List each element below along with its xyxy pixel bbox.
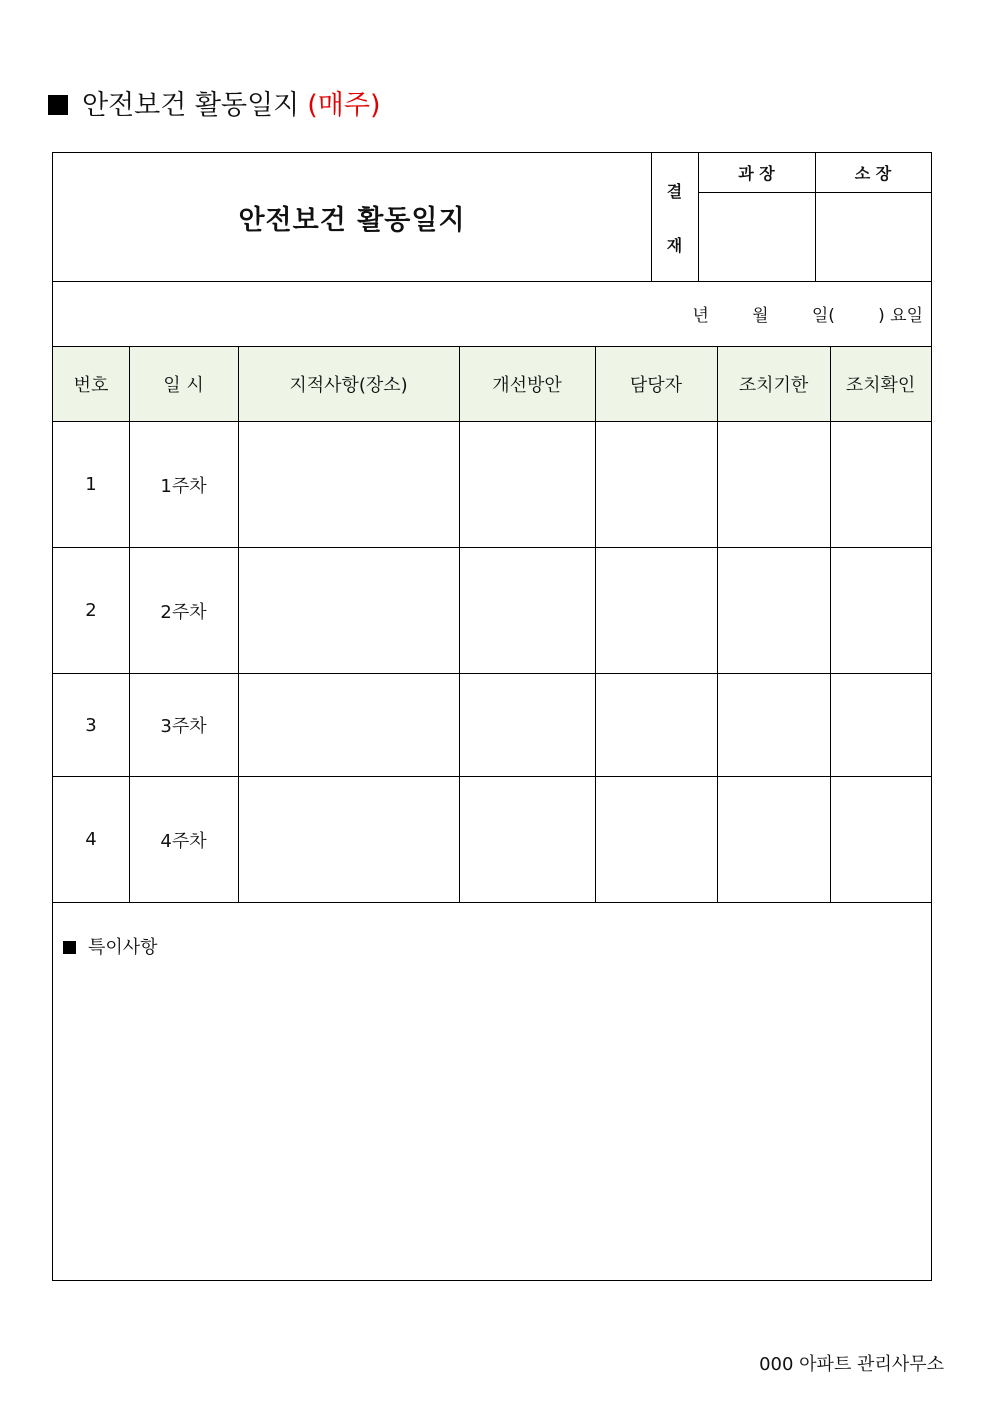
notes-area[interactable] [53, 963, 931, 1280]
approval-label-bottom: 재 [666, 235, 683, 255]
row-week: 2주차 [160, 601, 207, 623]
table-row [53, 777, 931, 902]
col-header-deadline: 조치기한 [738, 375, 809, 396]
notes-label: 특이사항 [88, 937, 158, 958]
col-header-number: 번호 [73, 375, 109, 396]
table-row [53, 422, 931, 547]
heading-text: 안전보건 활동일지 [82, 90, 300, 121]
table-row [53, 548, 931, 673]
black-square-icon [63, 941, 76, 954]
heading-accent: (매주) [307, 90, 381, 121]
row-number: 3 [85, 714, 97, 736]
col-header-confirmation: 조치확인 [845, 375, 916, 396]
row-number: 1 [85, 474, 97, 495]
form-title: 안전보건 활동일지 [238, 204, 466, 236]
col-header-assignee: 담당자 [629, 375, 683, 396]
table-row [53, 674, 931, 776]
approval-role-director: 소 장 [854, 164, 892, 183]
date-line: 년 월 일( ) 요일 [692, 306, 923, 326]
row-number: 4 [85, 829, 97, 850]
approval-label-top: 결 [666, 181, 683, 201]
col-header-datetime: 일 시 [163, 375, 204, 396]
approval-sign-manager[interactable] [699, 193, 815, 281]
page-heading [48, 88, 380, 124]
approval-sign-director[interactable] [816, 193, 931, 281]
row-number: 2 [85, 600, 97, 621]
activity-log-form [52, 152, 932, 1281]
approval-role-manager: 과 장 [738, 164, 775, 183]
row-week: 4주차 [160, 830, 207, 852]
col-header-improvement: 개선방안 [492, 375, 562, 396]
black-square-icon [48, 95, 68, 115]
footer-office: 000 아파트 관리사무소 [759, 1354, 944, 1375]
row-week: 1주차 [160, 475, 207, 497]
col-header-issue: 지적사항(장소) [289, 375, 408, 396]
notes-section [63, 933, 158, 959]
row-week: 3주차 [160, 716, 207, 737]
